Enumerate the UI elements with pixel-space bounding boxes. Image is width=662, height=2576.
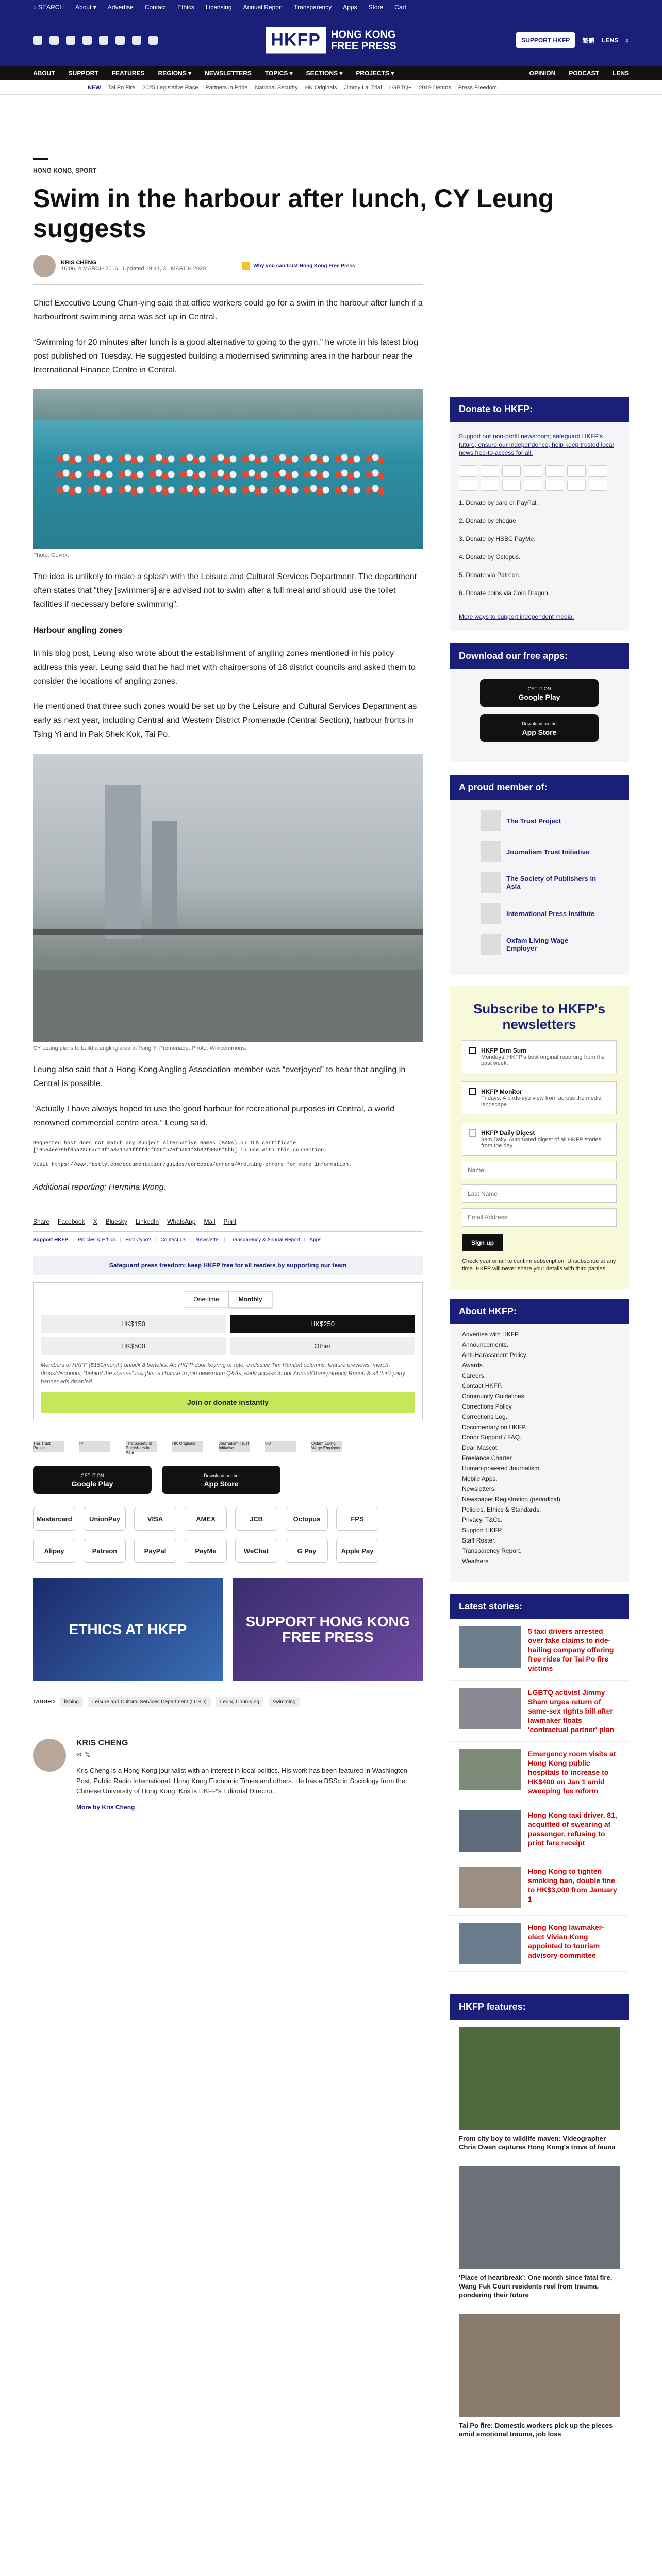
logo-text [331, 29, 396, 52]
about-link[interactable]: Awards. [462, 1362, 485, 1369]
about-link[interactable]: Freelance Charter. [462, 1454, 514, 1462]
card-logo [545, 480, 564, 491]
trending-item[interactable]: LGBTQ+ [389, 84, 412, 91]
masthead [0, 14, 662, 66]
trending-label: NEW [88, 84, 101, 91]
story-item[interactable] [450, 1916, 629, 1972]
store-small: Download on the [204, 1473, 239, 1478]
topbar-item[interactable]: Cart [394, 4, 406, 11]
support-hkfp-button[interactable]: SUPPORT HKFP [516, 32, 575, 48]
author-box-name[interactable]: KRIS CHENG [76, 1739, 128, 1748]
store-small: GET IT ON [80, 1473, 104, 1478]
payment-logo: PayPal [134, 1539, 176, 1563]
features-heading: HKFP features: [450, 1994, 629, 2020]
about-link[interactable]: Privacy, T&Cs. [462, 1516, 503, 1523]
about-heading: About HKFP: [450, 1299, 629, 1324]
support-promo[interactable]: SUPPORT HONG KONG FREE PRESS [233, 1578, 423, 1681]
donate-intro-link[interactable]: Support our non-profit newsroom; safeguard HKFP's future, ensure our independence, help keep trusted local news free-to-access for all. [459, 433, 614, 456]
search-label: SEARCH [38, 3, 64, 11]
tag[interactable]: Leung Chun-ying [216, 1697, 263, 1707]
sopa-logo[interactable]: The Society of Publishers in Asia [126, 1441, 157, 1452]
logo-icon [481, 841, 501, 862]
instagram-icon[interactable] [66, 36, 75, 45]
feature-item[interactable] [450, 2307, 629, 2446]
about-link[interactable]: Documentary on HKFP. [462, 1423, 527, 1431]
share-print[interactable]: Print [223, 1218, 237, 1225]
logo-line2: FREE PRESS [330, 40, 396, 52]
payment-methods [33, 1507, 423, 1563]
donate-heading: Donate to HKFP: [450, 397, 629, 422]
story-thumbnail [459, 1626, 521, 1668]
about-link[interactable]: Corrections Log. [462, 1413, 508, 1420]
features-panel [450, 1994, 629, 2456]
ethics-promo[interactable]: ETHICS AT HKFP [33, 1578, 223, 1681]
checkbox[interactable] [469, 1129, 476, 1137]
donate-option[interactable]: 6. Donate coins via Coin Dragon. [459, 584, 620, 602]
newsletter-note: Check your email to confirm subscription. Unsubscribe at any time. HKFP will never share your details with third parties. [462, 1258, 616, 1272]
logo-icon [481, 934, 501, 955]
footer-link[interactable]: Contact Us [160, 1237, 187, 1243]
author-box [33, 1726, 423, 1811]
payment-logo: G Pay [286, 1539, 328, 1563]
member-logo[interactable] [481, 934, 598, 955]
story-headline[interactable]: Emergency room visits at Hong Kong public hospitals to increase to HK$400 on Jan 1 amid sweeping fee reform [528, 1750, 616, 1795]
amount-options [41, 1315, 415, 1355]
photo-caption: Photo: Govhk. [33, 552, 69, 558]
apps-heading: Download our free apps: [450, 643, 629, 669]
card-logo [481, 465, 499, 477]
sidebar [450, 397, 629, 2456]
card-logo [567, 465, 586, 477]
card-logo [589, 480, 607, 491]
story-thumbnail [459, 1867, 521, 1908]
card-logo [545, 465, 564, 477]
bluesky-icon[interactable] [99, 36, 108, 45]
social-icons [33, 36, 158, 45]
feature-image [459, 2314, 620, 2417]
google-play-button[interactable] [480, 679, 599, 707]
payment-logo: AMEX [185, 1507, 227, 1531]
story-item[interactable] [450, 1803, 629, 1859]
tag-list [33, 1697, 423, 1707]
search-icon[interactable]: ⌕ [625, 36, 629, 44]
trust-icon [242, 262, 250, 270]
story-headline[interactable]: Hong Kong to tighten smoking ban, double fine to HK$3,000 from January 1 [528, 1867, 617, 1903]
story-item[interactable] [450, 1859, 629, 1916]
more-ways-link[interactable]: More ways to support independent media. [459, 613, 574, 620]
option-desc: Fridays. A birds-eye view from across the media landscape. [481, 1095, 602, 1108]
donate-option[interactable]: 3. Donate by HSBC PayMe. [459, 530, 620, 548]
partner-logos [33, 1441, 423, 1455]
share-linkedin[interactable]: LinkedIn [135, 1218, 159, 1225]
story-thumbnail [459, 1749, 521, 1790]
safeguard-banner[interactable]: Safeguard press freedom; keep HKFP free for all readers by supporting our team [33, 1256, 423, 1275]
card-logo [502, 465, 521, 477]
story-thumbnail [459, 1923, 521, 1964]
trust-project-logo[interactable]: The Trust Project [33, 1441, 64, 1452]
article-title: Swim in the harbour after lunch, CY Leung suggests [33, 184, 554, 243]
section-subhead: Harbour angling zones [33, 626, 123, 635]
more-by-author-link[interactable]: More by Kris Cheng [76, 1804, 135, 1811]
member-name: Oxfam Living Wage Employer [506, 937, 569, 952]
option-desc: Mondays. HKFP's best original reporting from the past week. [481, 1054, 605, 1066]
article-body [33, 296, 423, 1194]
about-link[interactable]: Community Guidelines. [462, 1393, 526, 1400]
footer-link[interactable]: Apps [309, 1237, 322, 1243]
donate-option[interactable]: 2. Donate by cheque. [459, 512, 620, 530]
lens-link[interactable]: LENS [602, 37, 619, 44]
nav-right [529, 70, 629, 77]
hk-originals-logo[interactable]: HK Originals [172, 1441, 203, 1452]
author-bio: Kris Cheng is a Hong Kong journalist with an interest in local politics. His work has been featured in Washington Post, Public Radio International, Hong Kong Economic Times and others. He has a BSSc in Sociology from the Chinese University of Hong Kong. Kris is HKFP's Editorial Director. [76, 1767, 407, 1795]
about-link[interactable]: Human-powered Journalism. [462, 1465, 541, 1472]
share-bluesky[interactable]: Bluesky [105, 1218, 127, 1225]
member-logo[interactable] [481, 872, 598, 893]
card-logo [524, 480, 542, 491]
name-field[interactable]: Name [462, 1161, 617, 1179]
share-x[interactable]: X [93, 1218, 97, 1225]
topbar-item[interactable]: Contact [144, 4, 167, 11]
paragraph: Chief Executive Leung Chun-ying said that office workers could go for a swim in the harbour after lunch if a harbourfront swimming area was set up in Central. [33, 299, 423, 321]
tags-label: TAGGED [33, 1699, 55, 1705]
payment-logo: UnionPay [84, 1507, 126, 1531]
about-link[interactable]: Contact HKFP. [462, 1382, 503, 1389]
member-logos [450, 800, 629, 965]
ifj-logo[interactable]: IFJ [265, 1441, 296, 1452]
ipi-logo[interactable]: IPI [79, 1441, 110, 1452]
publish-date: 16:06, 4 MARCH 2016 [61, 266, 118, 272]
donate-option[interactable]: 4. Donate by Octopus. [459, 548, 620, 566]
trending-item[interactable]: Jimmy Lai Trial [344, 84, 382, 91]
nav-item[interactable]: SECTIONS ▾ [306, 70, 343, 77]
member-panel [450, 775, 629, 975]
divider [33, 284, 423, 285]
about-link[interactable]: Staff Roster. [462, 1537, 496, 1544]
topbar-item[interactable]: About ▾ [75, 4, 96, 11]
feature-item[interactable] [450, 2020, 629, 2159]
about-link[interactable]: Corrections Policy. [462, 1403, 514, 1410]
story-headline[interactable]: Hong Kong lawmaker-elect Vivian Kong appointed to tourism advisory committee [528, 1923, 604, 1959]
avatar[interactable] [33, 255, 56, 277]
about-link[interactable]: Donor Support / FAQ. [462, 1434, 522, 1441]
signup-button[interactable]: Sign up [462, 1234, 503, 1251]
footer-link[interactable]: Transparency & Annual Report [229, 1237, 300, 1243]
card-logo [524, 465, 542, 477]
article-kicker[interactable]: HONG KONG, SPORT [33, 158, 48, 174]
about-link[interactable]: Announcements. [462, 1341, 509, 1348]
byline-dates [61, 266, 206, 272]
feature-item[interactable] [450, 2159, 629, 2307]
author-info [76, 1739, 423, 1811]
main-nav [0, 66, 662, 80]
trending-bar [0, 80, 662, 95]
oxfam-logo[interactable]: Oxfam Living Wage Employer [311, 1441, 342, 1452]
store-label: App Store [204, 1480, 239, 1488]
paragraph: “Actually I have always hoped to use the good harbour for recreational purposes in Central, a world renowned commercial centre area,” Leung said. [33, 1105, 394, 1127]
member-name: The Society of Publishers in Asia [506, 875, 597, 890]
member-logo[interactable] [481, 841, 598, 862]
footer-link[interactable]: Newsletter [195, 1237, 220, 1243]
nav-item[interactable]: SUPPORT [68, 70, 98, 77]
logo-mark: HKFP [266, 27, 326, 54]
logo-icon [481, 810, 501, 831]
story-thumbnail [459, 1688, 521, 1729]
newsletter-panel [450, 986, 629, 1289]
promenade-photo [33, 754, 423, 1042]
app-store-buttons [33, 1466, 423, 1494]
feature-headline[interactable]: From city boy to wildlife maven: Videographer Chris Owen captures Hong Kong's trove of fauna [459, 2134, 616, 2151]
share-button[interactable]: Share [33, 1218, 50, 1225]
feature-headline[interactable]: 'Place of heartbreak': One month since fatal fire, Wang Fuk Court residents reel from trauma, pondering their future [459, 2274, 613, 2299]
store-label: App Store [522, 728, 557, 736]
card-logo [589, 465, 607, 477]
updated-date: Updated 19:41, 31 MARCH 2020 [122, 266, 206, 272]
feature-image [459, 2166, 620, 2269]
card-logo [567, 480, 586, 491]
option-text [481, 1047, 610, 1066]
donation-widget [33, 1282, 423, 1420]
story-headline[interactable]: 5 taxi drivers arrested over fake claims to ride-hailing company offering free rides for Tai Po fire victims [528, 1627, 614, 1672]
nav-item[interactable]: REGIONS ▾ [158, 70, 192, 77]
google-play-button[interactable] [33, 1466, 152, 1494]
about-link[interactable]: Weathers [462, 1557, 489, 1565]
last-name-field[interactable]: Last Name [462, 1184, 617, 1203]
about-link[interactable]: Dear Mascot. [462, 1444, 499, 1451]
sidebar-store-buttons [450, 669, 629, 752]
nav-item[interactable]: LENS [612, 70, 629, 77]
option-name: HKFP Daily Digest [481, 1129, 535, 1137]
payment-logo: FPS [336, 1507, 378, 1531]
about-link[interactable]: Policies, Ethics & Standards. [462, 1506, 541, 1513]
member-logo[interactable] [481, 903, 598, 924]
paragraph: “Swimming for 20 minutes after lunch is a good alternative to going to the gym,” he wrote in his latest blog post published on Tuesday. He suggested building a modernised swimming area in the harbour near the International Finance Centre in Central. [33, 338, 419, 375]
about-link[interactable]: Anti-Harassment Policy. [462, 1351, 528, 1359]
masthead-actions [516, 32, 629, 48]
about-link[interactable]: Mobile Apps. [462, 1475, 498, 1482]
card-logo [502, 480, 521, 491]
donate-panel [450, 397, 629, 631]
embed-error: Requested host does not match any Subject Alternative Names (SANs) on TLS certificate [16ce4ee795f8ba28d6ad19f1a8a17a1ffffdcf626fb7ef9a81f3b02f60a9f5bb] in use with this connection. Visit https://www.fastly.com/documentation/guides/concepts/errors/#routing-errors for more information. [33, 1141, 352, 1168]
topbar-item[interactable]: Ethics [177, 4, 194, 11]
member-name: Journalism Trust Initiative [506, 848, 590, 856]
option-name: HKFP Monitor [481, 1088, 522, 1095]
frequency-toggle [41, 1291, 415, 1308]
trust-link[interactable] [242, 262, 355, 270]
payment-logo: Mastercard [33, 1507, 75, 1531]
feature-headline[interactable]: Tai Po fire: Domestic workers pick up the pieces amid emotional trauma, job loss [459, 2421, 613, 2438]
share-mail[interactable]: Mail [204, 1218, 216, 1225]
article-footer-links: Support HKFP | Policies & Ethics | Error/typo? | Contact Us | Newsletter | Transparency & Annual Report | Apps [33, 1231, 423, 1248]
story-headline[interactable]: Hong Kong taxi driver, 81, acquitted of swearing at passenger, refusing to print fare receipt [528, 1811, 617, 1847]
share-facebook[interactable]: Facebook [58, 1218, 85, 1225]
about-link[interactable]: Newsletters. [462, 1485, 496, 1493]
paragraph: The idea is unlikely to make a splash with the Leisure and Cultural Services Department. The department often states that “they [swimmers] are advised not to swim after a full meal and should use the toilet facilities if necessary before swimming”. [33, 572, 417, 609]
store-label: Google Play [71, 1480, 113, 1488]
paragraph: Leung also said that a Hong Kong Angling Association member was “overjoyed” to hear that angling in Central is possible. [33, 1065, 406, 1088]
app-store-button[interactable] [480, 714, 599, 742]
newsletter-title: Subscribe to HKFP's newsletters [473, 1001, 606, 1032]
about-link[interactable]: Careers. [462, 1372, 486, 1379]
nav-item[interactable]: PROJECTS ▾ [356, 70, 394, 77]
language-link[interactable]: 繁體 [582, 37, 595, 44]
facebook-icon[interactable] [33, 36, 42, 45]
topbar-item[interactable]: Transparency [294, 4, 332, 11]
donate-option[interactable]: 1. Donate by card or PayPal. [459, 494, 620, 512]
author-name[interactable]: KRIS CHENG [61, 260, 97, 266]
apps-panel [450, 643, 629, 762]
store-label: Google Play [518, 693, 560, 701]
freq-one-time[interactable]: One-time [184, 1291, 228, 1308]
donate-option[interactable]: 5. Donate via Patreon. [459, 566, 620, 584]
app-store-button[interactable] [162, 1466, 280, 1494]
member-name: International Press Institute [506, 909, 595, 918]
trending-item[interactable]: 2019 Demos [419, 84, 451, 91]
payment-logo: Octopus [286, 1507, 328, 1531]
trending-item[interactable]: Tai Po Fire [108, 84, 136, 91]
tag[interactable]: fishing [60, 1697, 83, 1707]
search-link[interactable]: ⌕ SEARCH [33, 3, 64, 11]
option-name: HKFP Dim Sum [481, 1047, 526, 1054]
promo-banners [33, 1578, 423, 1681]
jti-logo[interactable]: Journalism Trust Initiative [219, 1441, 250, 1452]
about-link[interactable]: Newspaper Registration (periodical). [462, 1496, 562, 1503]
about-list [450, 1324, 629, 1571]
option-text [481, 1088, 610, 1108]
topbar-item[interactable]: Licensing [205, 4, 232, 11]
donate-options [450, 491, 629, 602]
card-logo [459, 465, 477, 477]
story-item[interactable] [450, 1742, 629, 1803]
story-headline[interactable]: LGBTQ activist Jimmy Sham urges return of same-sex rights bill after lawmaker floats 'contractual partner' plan [528, 1688, 614, 1734]
story-thumbnail [459, 1810, 521, 1852]
youtube-icon[interactable] [115, 36, 125, 45]
threads-icon[interactable] [82, 36, 92, 45]
nav-item[interactable]: ABOUT [33, 70, 55, 77]
option-desc: 9am Daily. Automated digest of all HKFP stories from the day. [481, 1137, 602, 1149]
trending-item[interactable]: HK Originals [305, 84, 337, 91]
photo-caption: CY Leung plans to build a angling area in Tsing Yi Promenade. Photo: Wikicommons. [33, 1045, 247, 1052]
nav-item[interactable]: TOPICS ▾ [264, 70, 293, 77]
member-logo[interactable] [481, 810, 598, 831]
latest-panel [450, 1594, 629, 1982]
footer-link[interactable]: Error/typo? [125, 1237, 151, 1243]
nav-item[interactable]: NEWSLETTERS [205, 70, 252, 77]
newsletter-option[interactable] [462, 1040, 617, 1073]
topbar-item[interactable]: Advertise [107, 4, 134, 11]
latest-heading: Latest stories: [450, 1594, 629, 1619]
payment-logo: Patreon [84, 1539, 126, 1563]
membership-note: Members of HKFP ($150/month) unlock 8 benefits: An HKFP door keyring or tote; exclusive Tim Hamlett columns; feature previews; merch drops/discounts; “behind the scenes” insights; a chance to join newsroom Q&As; early access to our Annual/Transparency Report & all third-party banner ads disabled. [41, 1362, 405, 1385]
author-photo[interactable] [33, 1739, 66, 1772]
author-socials: ✉ 𝕏 [76, 1751, 90, 1758]
topbar-item[interactable]: Store [368, 4, 384, 11]
byline [33, 255, 423, 277]
store-small: GET IT ON [527, 686, 551, 691]
payment-logo: Alipay [33, 1539, 75, 1563]
telegram-icon[interactable] [148, 36, 158, 45]
card-logos [450, 457, 629, 491]
store-small: Download on the [522, 721, 557, 726]
topbar-item[interactable]: Annual Report [243, 4, 283, 11]
tag[interactable]: Leisure and Cultural Services Department (LCSD) [88, 1697, 211, 1707]
story-item[interactable] [450, 1681, 629, 1742]
nav-item[interactable]: PODCAST [569, 70, 599, 77]
trust-label: Why you can trust Hong Kong Free Press [253, 263, 355, 269]
amount-option[interactable]: Other [230, 1337, 415, 1355]
tag[interactable]: swimming [269, 1697, 300, 1707]
share-bar [33, 1218, 423, 1225]
x-icon[interactable] [49, 36, 59, 45]
story-item[interactable] [450, 1619, 629, 1681]
trending-item[interactable]: National Security [255, 84, 298, 91]
amount-option[interactable]: HK$500 [41, 1337, 226, 1355]
card-logo [459, 480, 477, 491]
hkfp-logo[interactable] [266, 27, 396, 54]
logo-icon [481, 903, 501, 924]
checkbox[interactable] [469, 1047, 476, 1054]
byline-text [61, 260, 206, 272]
swimmers-photo [33, 389, 423, 549]
freq-monthly[interactable]: Monthly [229, 1291, 272, 1308]
about-link[interactable]: Support HKFP. [462, 1527, 503, 1534]
checkbox[interactable] [469, 1088, 476, 1095]
amount-option[interactable]: HK$150 [41, 1315, 226, 1333]
newsletter-option[interactable] [462, 1081, 617, 1114]
about-panel [450, 1299, 629, 1582]
logo-icon [481, 872, 501, 893]
topbar-item[interactable]: Apps [343, 4, 357, 11]
about-link[interactable]: Advertise with HKFP. [462, 1331, 520, 1338]
card-logo [481, 480, 499, 491]
payment-logo: VISA [134, 1507, 176, 1531]
share-whatsapp[interactable]: WhatsApp [167, 1218, 196, 1225]
nav-item[interactable]: FEATURES [111, 70, 145, 77]
footer-link[interactable]: Support HKFP [33, 1237, 69, 1243]
member-heading: A proud member of: [450, 775, 629, 800]
member-name: The Trust Project [506, 817, 561, 825]
additional-reporting: Additional reporting: Hermina Wong. [33, 1183, 166, 1192]
top-utility-bar [0, 0, 662, 14]
linkedin-icon[interactable] [132, 36, 141, 45]
email-field[interactable]: Email Address [462, 1208, 617, 1227]
paragraph: He mentioned that three such zones would be set up by the Leisure and Cultural Services Department as early as next year, including Central and Western District Promenade (Central Section), harbour fronts in Tsing Yi and in Pak Shek Kok, Tai Po. [33, 702, 417, 739]
paragraph: In his blog post, Leung also wrote about the establishment of angling zones mentioned in his policy address this year. Leung said that he had met with chairpersons of 18 district councils and asked them to consider the locations of angling zones. [33, 649, 416, 686]
feature-image [459, 2027, 620, 2130]
nav-item[interactable]: OPINION [529, 70, 556, 77]
option-text [481, 1129, 610, 1149]
payment-logo: WeChat [235, 1539, 277, 1563]
payment-logo: JCB [235, 1507, 277, 1531]
footer-link[interactable]: Policies & Ethics [77, 1237, 116, 1243]
payment-logo: PayMe [185, 1539, 227, 1563]
join-donate-button[interactable]: Join or donate instantly [41, 1392, 415, 1413]
trending-item[interactable]: Press Freedom [458, 84, 497, 91]
amount-option[interactable]: HK$250 [230, 1315, 415, 1333]
trending-item[interactable]: 2025 Legislative Race [142, 84, 198, 91]
trending-item[interactable]: Partners in Pride [205, 84, 248, 91]
newsletter-option[interactable] [462, 1123, 617, 1156]
about-link[interactable]: Transparency Report. [462, 1547, 522, 1554]
logo-line1: HONG KONG [330, 29, 396, 40]
payment-logo: Apple Pay [336, 1539, 378, 1563]
